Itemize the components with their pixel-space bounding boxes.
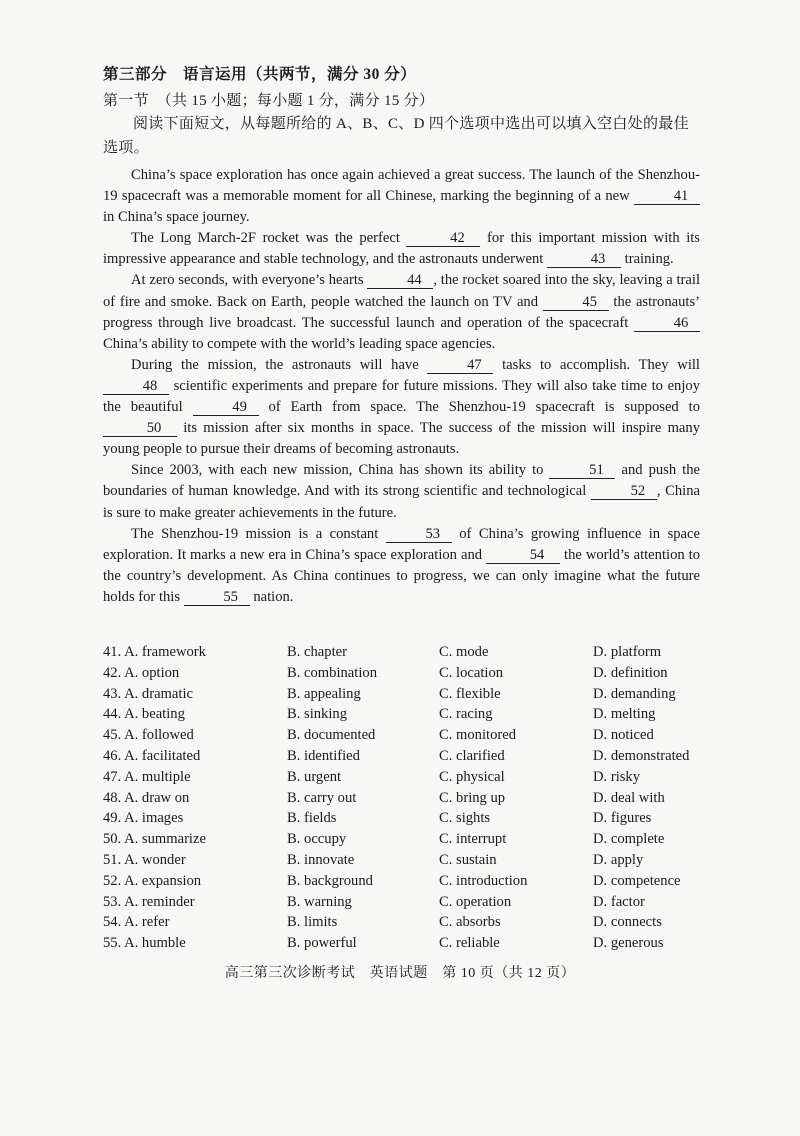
passage-text: of China’s growing influence in space exploration. It marks a new era in China’s space exploration and [103,525,700,563]
paragraph-1 [103,165,700,228]
blank-48: 48 [103,378,169,395]
option-d: D. demonstrated [593,747,690,764]
option-c: C. interrupt [439,831,507,848]
option-d: D. demanding [593,685,676,702]
option-a: 48. A. draw on [103,789,190,806]
cloze-passage [103,165,700,608]
passage-text: tasks to accomplish. They will [493,356,700,373]
option-a: 43. A. dramatic [103,685,193,702]
question-51-options [103,850,703,871]
option-b: B. innovate [287,851,355,868]
option-d: D. platform [593,644,662,660]
option-d: D. factor [593,893,645,910]
option-b: B. warning [287,893,352,910]
blank-51: 51 [549,462,615,479]
question-54-options [103,912,703,933]
option-a: 49. A. images [103,810,184,827]
question-49-options [103,808,703,829]
passage-text: the world’s attention to the country’s development. As China continues to progress, we can only imagine what the future holds for this [103,546,700,605]
option-a: 46. A. facilitated [103,747,201,764]
option-d: D. deal with [593,789,665,806]
blank-46: 46 [634,315,700,332]
part-title: 第三部分 语言运用（共两节，满分 30 分） [103,66,417,83]
option-b: B. carry out [287,789,357,806]
option-d: D. figures [593,810,652,827]
option-a: 47. A. multiple [103,768,191,785]
option-a: 54. A. refer [103,914,170,931]
paragraph-6 [103,524,700,608]
passage-text: the astronauts’ progress through live broadcast. The successful launch and operation of the spacecraft [103,293,700,331]
option-a: 45. A. followed [103,727,194,744]
question-46-options [103,746,703,767]
option-c: C. bring up [439,789,506,806]
option-c: C. introduction [439,872,528,889]
blank-47: 47 [427,357,493,374]
passage-text: During the mission, the astronauts will have [131,356,428,373]
passage-text: training. [621,251,674,268]
option-c: C. racing [439,706,493,723]
passage-text: its mission after six months in space. The success of the mission will inspire many young people to pursue their dreams of becoming astronauts. [103,420,700,458]
question-48-options [103,788,703,809]
option-d: D. risky [593,768,641,785]
question-45-options [103,725,703,746]
option-b: B. powerful [287,935,357,952]
option-a: 51. A. wonder [103,851,186,868]
option-c: C. sustain [439,851,497,868]
question-44-options [103,704,703,725]
option-d: D. generous [593,935,664,952]
passage-text: in China’s space journey. [103,209,250,226]
option-d: D. noticed [593,727,654,744]
blank-45: 45 [543,294,609,311]
option-b: B. fields [287,810,337,827]
question-42-options [103,663,703,684]
option-d: D. competence [593,872,681,889]
question-55-options [103,933,703,954]
option-b: B. combination [287,664,377,681]
blank-50: 50 [103,420,177,437]
option-b: B. documented [287,727,376,744]
option-c: C. physical [439,768,505,785]
option-c: C. mode [439,644,489,660]
paragraph-3 [103,270,700,354]
option-c: C. absorbs [439,914,501,931]
passage-text: scientific experiments and prepare for future missions. They will also take time to enjoy the beautiful [103,377,700,416]
passage-text: for this important mission with its impressive appearance and stable technology, and the astronauts underwent [103,230,700,268]
blank-49: 49 [193,399,259,416]
option-b: B. identified [287,747,360,764]
paragraph-4 [103,355,700,460]
passage-text: , China is sure to make greater achievements in the future. [103,483,700,521]
option-b: B. sinking [287,706,348,723]
passage-text: , the rocket soared into the sky, leaving a trail of fire and smoke. Back on Earth, people watched the launch on TV and [103,272,701,310]
question-50-options [103,829,703,850]
option-b: B. urgent [287,768,342,785]
blank-43: 43 [547,251,621,268]
answer-options [103,642,703,954]
paragraph-5 [103,460,700,523]
passage-text: and push the boundaries of human knowledge. And with its strong scientific and technological [103,462,700,500]
option-c: C. operation [439,893,512,910]
option-c: C. location [439,664,504,681]
option-c: C. reliable [439,935,500,952]
option-c: C. clarified [439,747,505,764]
passage-text: China’s space exploration has once again achieved a great success. The launch of the Shenzhou-19 spacecraft was a memorable moment for all Chinese, marking the beginning of a new [103,167,700,205]
passage-text: of Earth from space. The Shenzhou-19 spacecraft is supposed to [258,399,700,416]
passage-text: China’s ability to compete with the world’s leading space agencies. [103,335,496,352]
option-a: 42. A. option [103,664,180,681]
passage-text: The Long March-2F rocket was the perfect [131,230,407,247]
option-d: D. melting [593,706,656,723]
option-a: 55. A. humble [103,935,186,952]
option-d: D. apply [593,851,644,868]
question-41-options [103,642,703,663]
option-b: B. chapter [287,644,347,660]
passage-text: nation. [249,588,294,605]
blank-41: 41 [634,188,700,205]
option-a: 50. A. summarize [103,831,206,848]
question-47-options [103,767,703,788]
option-b: B. background [287,872,373,889]
option-b: B. limits [287,914,338,931]
option-c: C. monitored [439,727,517,744]
option-a: 52. A. expansion [103,872,202,889]
blank-55: 55 [184,589,250,606]
option-a: 44. A. beating [103,706,185,723]
blank-53: 53 [386,526,452,543]
passage-text: The Shenzhou-19 mission is a constant [131,525,386,542]
option-c: C. sights [439,810,491,827]
option-c: C. flexible [439,685,501,702]
blank-54: 54 [486,547,560,564]
blank-44: 44 [367,272,433,289]
option-b: B. occupy [287,831,347,848]
option-a: 41. A. framework [103,644,206,660]
option-a: 53. A. reminder [103,893,195,910]
question-53-options [103,892,703,913]
option-b: B. appealing [287,685,361,702]
blank-52: 52 [591,483,657,500]
question-52-options [103,871,703,892]
option-d: D. definition [593,664,668,681]
passage-text: Since 2003, with each new mission, China has shown its ability to [131,462,550,479]
instructions: 阅读下面短文，从每题所给的 A、B、C、D 四个选项中选出可以填入空白处的最佳选项。 [103,116,689,156]
option-d: D. connects [593,914,662,931]
page-footer: 高三第三次诊断考试 英语试题 第 10 页（共 12 页） [224,966,576,981]
question-43-options [103,684,703,705]
option-d: D. complete [593,831,665,848]
section-title: 第一节 （共 15 小题；每小题 1 分，满分 15 分） [103,93,435,109]
paragraph-2 [103,228,700,270]
passage-text: At zero seconds, with everyone’s hearts [131,272,368,289]
blank-42: 42 [406,230,480,247]
